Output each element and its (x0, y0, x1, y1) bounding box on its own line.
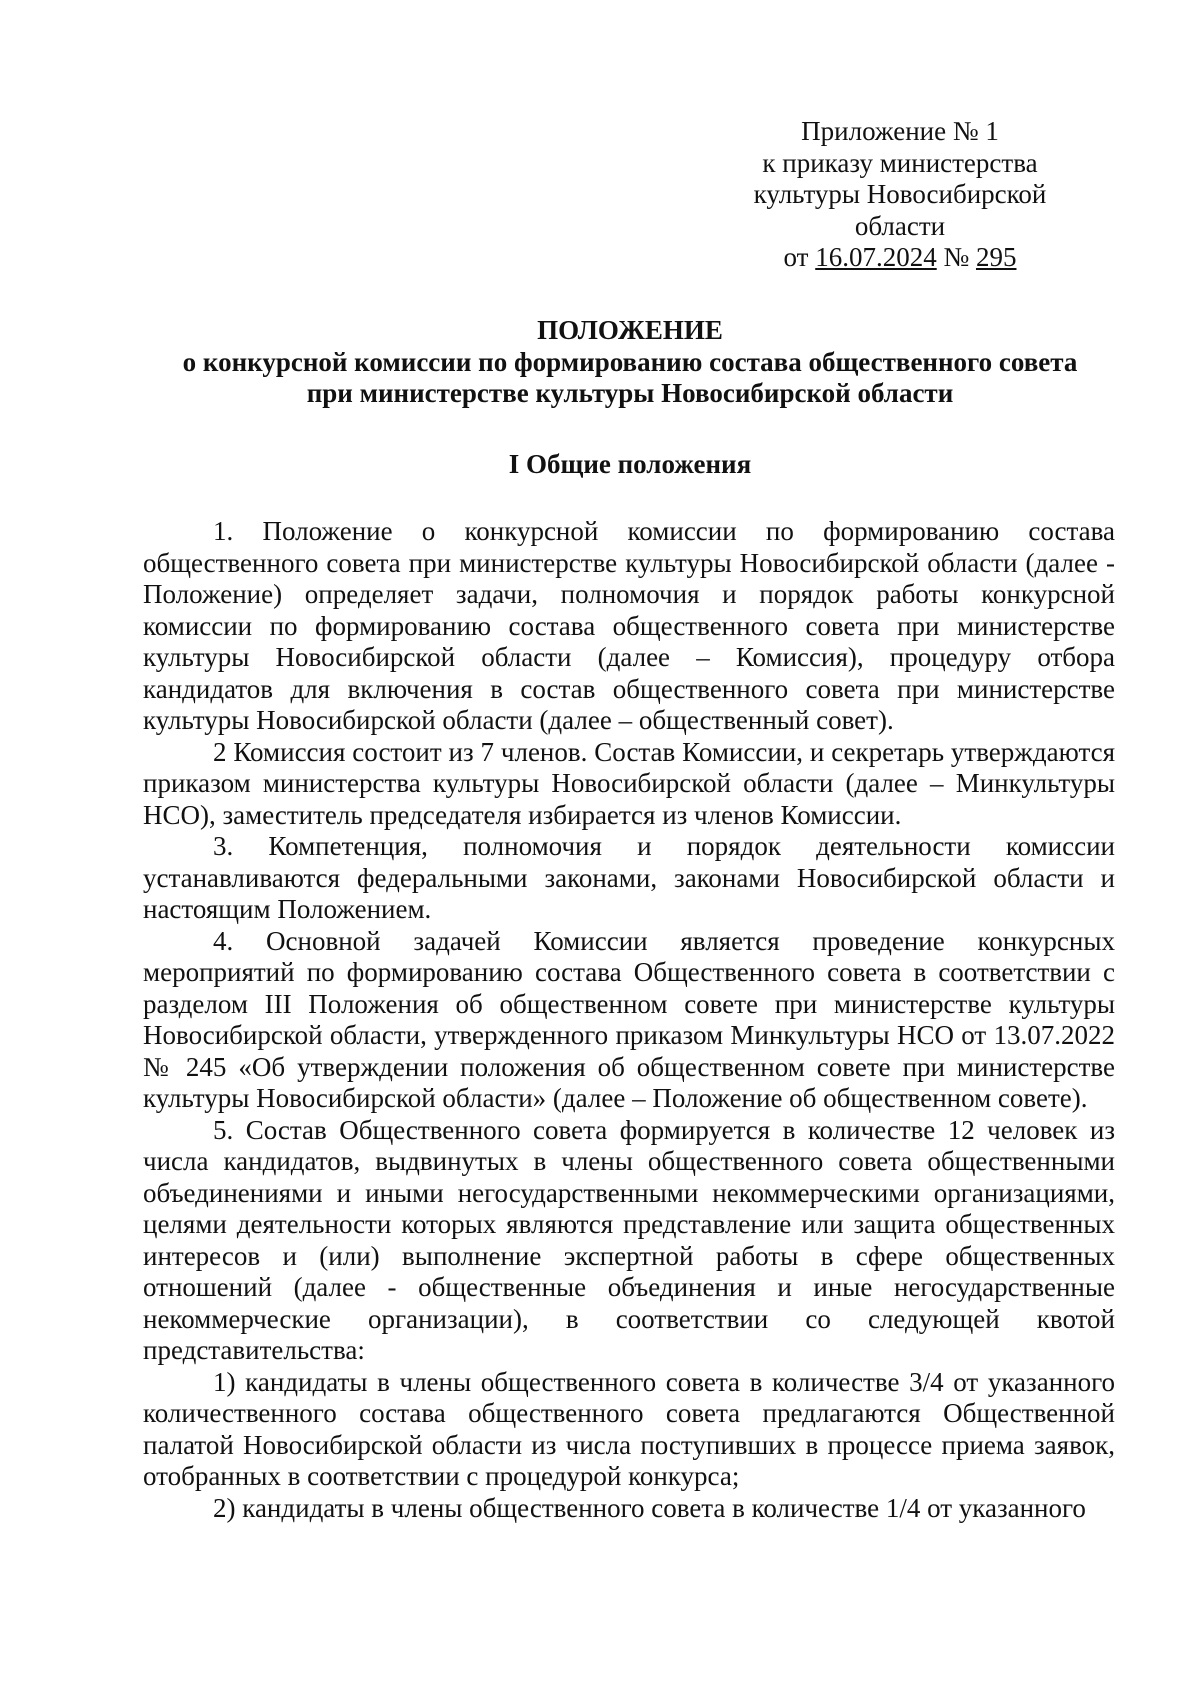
appendix-date-line (740, 242, 1060, 274)
appendix-date-prefix: от (783, 242, 816, 272)
appendix-order-ref: к приказу министерства (762, 147, 1038, 178)
appendix-date: 16.07.2024 (815, 242, 937, 272)
appendix-block (740, 116, 1060, 274)
appendix-number: Приложение № 1 (801, 116, 999, 146)
paragraph-3: 3. Компетенция, полномочия и порядок деятельности комиссии устанавливаются федеральными законами, законами Новосибирской области и настоящим Положением. (143, 831, 1115, 924)
paragraph-5-item-2: 2) кандидаты в члены общественного совета в количестве 1/4 от указанного (213, 1492, 1086, 1523)
paragraph-5-item-1: 1) кандидаты в члены общественного совета в количестве 3/4 от указанного количественного состава общественного совета предлагаются Общественной палатой Новосибирской области из числа поступивших в процессе приема заявок, отобранных в соответствии с процедурой конкурса; (143, 1366, 1115, 1491)
title-line-2: о конкурсной комиссии по формированию состава общественного совета (182, 346, 1078, 377)
paragraph-4: 4. Основной задачей Комиссии является проведение конкурсных мероприятий по формированию состава Общественного совета в соответствии с разделом III Положения об общественном совете при министерстве культуры Новосибирской области, утвержденного приказом Минкультуры НСО от 13.07.2022 № 245 «Об утверждении положения об общественном совете при министерстве культуры Новосибирской области» (далее – Положение об общественном совете). (143, 925, 1115, 1113)
paragraph-5: 5. Состав Общественного совета формируется в количестве 12 человек из числа кандидатов, выдвинутых в члены общественного совета общественными объединениями и иными негосударственными некоммерческими организациями, целями деятельности которых являются представление или защита общественных интересов и (или) выполнение экспертной работы в сфере общественных отношений (далее - общественные объединения и иные негосударственные некоммерческие организации), в соответствии со следующей квотой представительства: (143, 1114, 1115, 1365)
title-main: ПОЛОЖЕНИЕ (537, 315, 723, 345)
document-body (143, 516, 1115, 1524)
paragraph-1: 1. Положение о конкурсной комиссии по формированию состава общественного совета при министерстве культуры Новосибирской области (далее - Положение) определяет задачи, полномочия и порядок работы конкурсной комиссии по формированию состава общественного совета при министерстве культуры Новосибирской области (далее – Комиссия), процедуру отбора кандидатов для включения в состав общественного совета при министерстве культуры Новосибирской области (далее – общественный совет). (143, 516, 1115, 735)
appendix-ministry: культуры Новосибирской (753, 179, 1047, 209)
document-title (140, 315, 1120, 410)
paragraph-2: 2 Комиссия состоит из 7 членов. Состав Комиссии, и секретарь утверждаются приказом министерства культуры Новосибирской области (далее – Минкультуры НСО), заместитель председателя избирается из членов Комиссии. (143, 736, 1115, 830)
appendix-number-prefix: № (936, 242, 976, 272)
section-heading: I Общие положения (508, 449, 752, 479)
appendix-order-number: 295 (975, 242, 1017, 272)
appendix-region: области (854, 210, 946, 241)
title-line-3: при министерстве культуры Новосибирской области (306, 378, 954, 408)
